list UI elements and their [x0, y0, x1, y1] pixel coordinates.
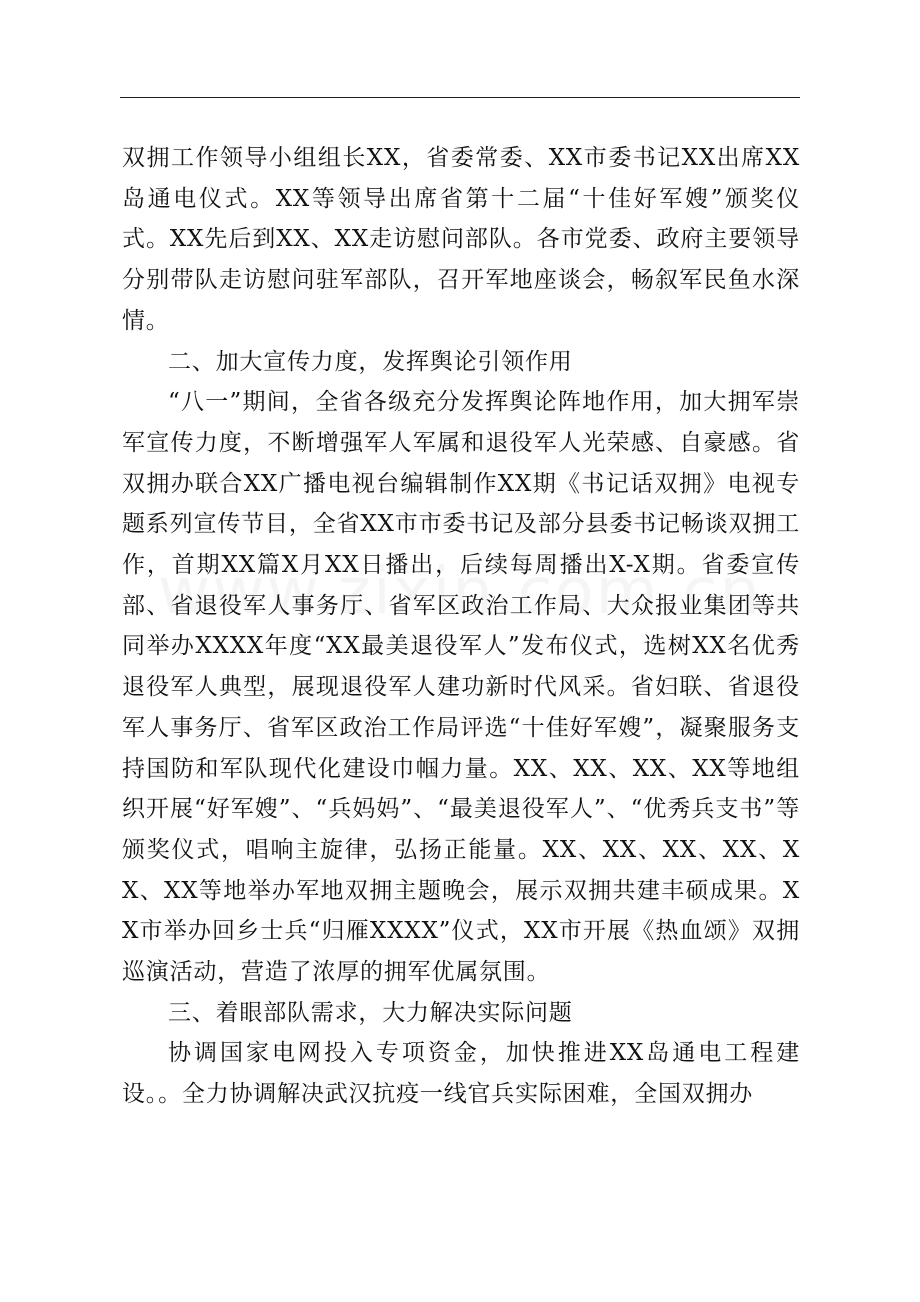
header-rule	[120, 97, 800, 98]
section-heading-3: 三、着眼部队需求，大力解决实际问题	[168, 999, 573, 1026]
document-body	[122, 138, 800, 1115]
paragraph-1: 双拥工作领导小组组长XX，省委常委、XX市委书记XX出席XX岛通电仪式。XX等领导出席省第十二届“十佳好军嫂”颁奖仪式。XX先后到XX、XX走访慰问部队。各市党委、政府主要领导分别带队走访慰问驻军部队，召开军地座谈会，畅叙军民鱼水深情。	[122, 145, 800, 334]
paragraph-3: 协调国家电网投入专项资金，加快推进XX岛通电工程建设。。全力协调解决武汉抗疫一线官兵实际困难，全国双拥办	[122, 1040, 800, 1108]
paragraph-2: “八一”期间，全省各级充分发挥舆论阵地作用，加大拥军崇军宣传力度，不断增强军人军属和退役军人光荣感、自豪感。省双拥办联合XX广播电视台编辑制作XX期《书记话双拥》电视专题系列宣传节目，全省XX市市委书记及部分县委书记畅谈双拥工作，首期XX篇X月XX日播出，后续每周播出X-X期。省委宣传部、省退役军人事务厅、省军区政治工作局、大众报业集团等共同举办XXXX年度“XX最美退役军人”发布仪式，选树XX名优秀退役军人典型，展现退役军人建功新时代风采。省妇联、省退役军人事务厅、省军区政治工作局评选“十佳好军嫂”，凝聚服务支持国防和军队现代化建设巾帼力量。XX、XX、XX、XX等地组织开展“好军嫂”、“兵妈妈”、“最美退役军人”、“优秀兵支书”等颁奖仪式，唱响主旋律，弘扬正能量。XX、XX、XX、XX、XX、XX等地举办军地双拥主题晚会，展示双拥共建丰硕成果。XX市举办回乡士兵“归雁XXXX”仪式，XX市开展《热血颂》双拥巡演活动，营造了浓厚的拥军优属氛围。	[122, 389, 800, 986]
section-heading-2: 二、加大宣传力度，发挥舆论引领作用	[168, 348, 573, 375]
